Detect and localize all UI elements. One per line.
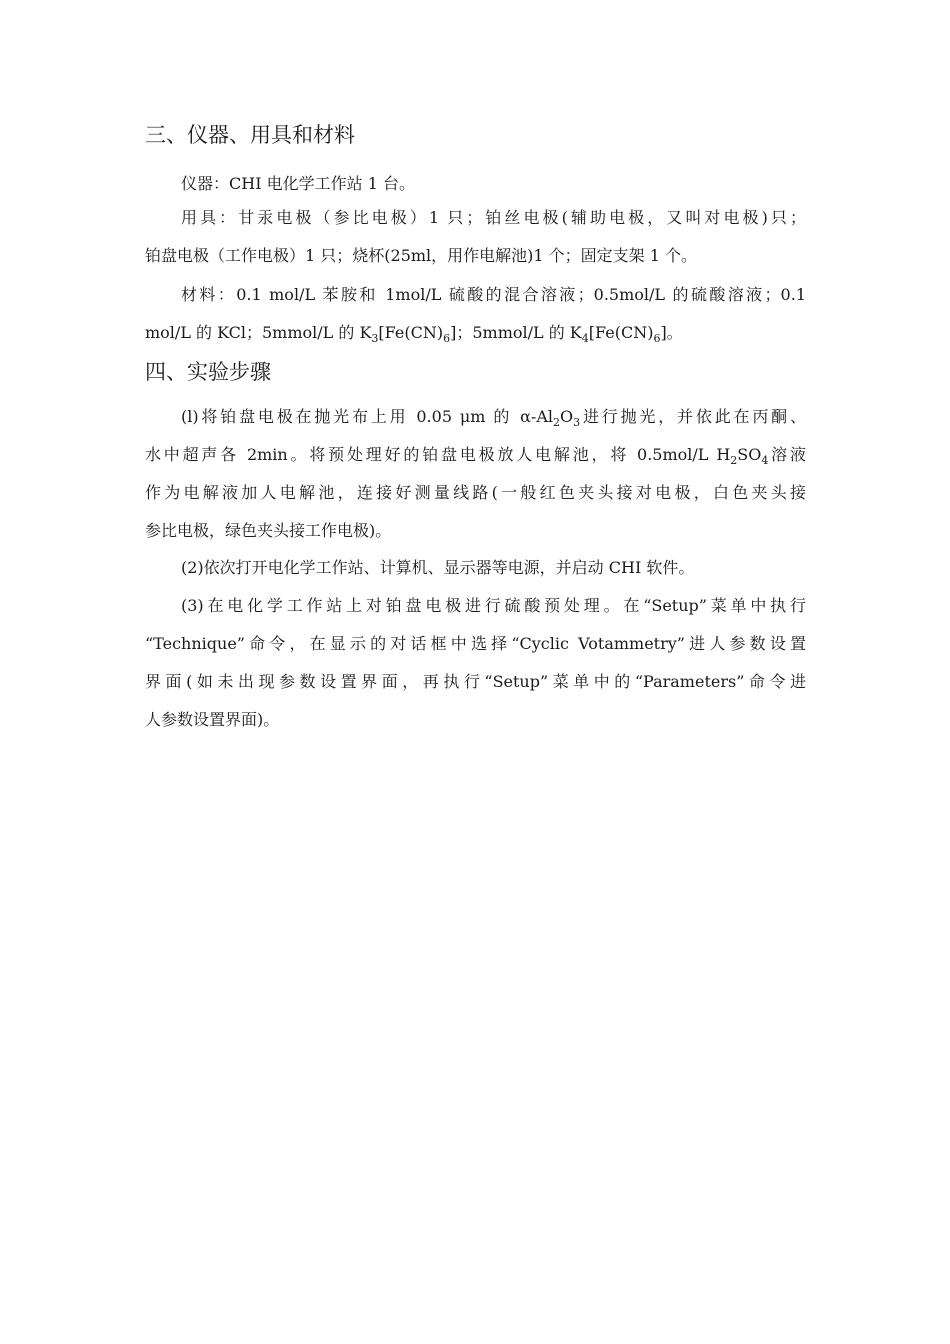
text-span: ]；5mmol/L 的 K — [450, 323, 582, 342]
subscript: 2 — [730, 454, 738, 467]
text-span: 水中超声各 2min。将预处理好的铂盘电极放人电解池，将 0.5mol/L H — [145, 445, 731, 464]
text-line: 材料：0.1 mol/L 苯胺和 1mol/L 硫酸的混合溶液；0.5mol/L 的硫酸溶液；0.1 — [181, 285, 806, 304]
text-line: (2)依次打开电化学工作站、计算机、显示器等电源，并启动 CHI 软件。 — [181, 558, 695, 577]
text-span: (l)将铂盘电极在抛光布上用 0.05 μm 的 α-Al — [181, 407, 553, 426]
section-heading-procedure: 四、实验步骤 — [145, 360, 271, 384]
text-span: ]。 — [660, 323, 683, 342]
text-line — [145, 314, 806, 352]
text-line: 界面(如未出现参数设置界面，再执行“Setup”菜单中的“Parameters”命令进 — [145, 672, 806, 691]
text-line: 铂盘电极（工作电极）1 只；烧杯(25ml，用作电解池)1 个；固定支架 1 个。 — [145, 246, 698, 265]
text-span: SO — [737, 445, 762, 464]
text-line: 用具：甘汞电极（参比电极）1 只；铂丝电极(辅助电极，又叫对电极)只； — [181, 208, 806, 227]
paragraph-materials — [145, 276, 806, 352]
paragraph-step-3 — [145, 587, 806, 739]
paragraph-step-2 — [145, 549, 806, 587]
subscript: 4 — [581, 332, 589, 345]
text-span: [Fe(CN) — [588, 323, 654, 342]
text-span: [Fe(CN) — [378, 323, 444, 342]
subscript: 3 — [573, 416, 581, 429]
text-line: 仪器：CHI 电化学工作站 1 台。 — [181, 174, 415, 193]
text-span: mol/L 的 KCl；5mmol/L 的 K — [145, 323, 372, 342]
text-line: 人参数设置界面)。 — [145, 710, 280, 729]
subscript: 2 — [553, 416, 560, 429]
subscript: 6 — [443, 332, 451, 345]
text-line: (3)在电化学工作站上对铂盘电极进行硫酸预处理。在“Setup”菜单中执行 — [181, 596, 806, 615]
text-line: 参比电极，绿色夹头接工作电极)。 — [145, 521, 392, 540]
text-span: 进行抛光，并依此在丙酮、 — [580, 407, 806, 426]
paragraph-step-1 — [145, 398, 806, 550]
paragraph-tools — [145, 199, 806, 275]
text-line: 作为电解液加人电解池，连接好测量线路(一般红色夹头接对电极，白色夹头接 — [145, 483, 806, 502]
text-line: “Technique”命令，在显示的对话框中选择“Cyclic Votammetry”进人参数设置 — [145, 634, 806, 653]
subscript: 3 — [371, 332, 379, 345]
text-span: 溶液 — [768, 445, 806, 464]
text-line — [145, 398, 806, 436]
text-line — [145, 436, 806, 474]
text-span: O — [560, 407, 574, 426]
section-heading-instruments: 三、仪器、用具和材料 — [145, 123, 355, 147]
subscript: 4 — [761, 454, 769, 467]
subscript: 6 — [653, 332, 661, 345]
paragraph-instruments — [145, 165, 806, 203]
